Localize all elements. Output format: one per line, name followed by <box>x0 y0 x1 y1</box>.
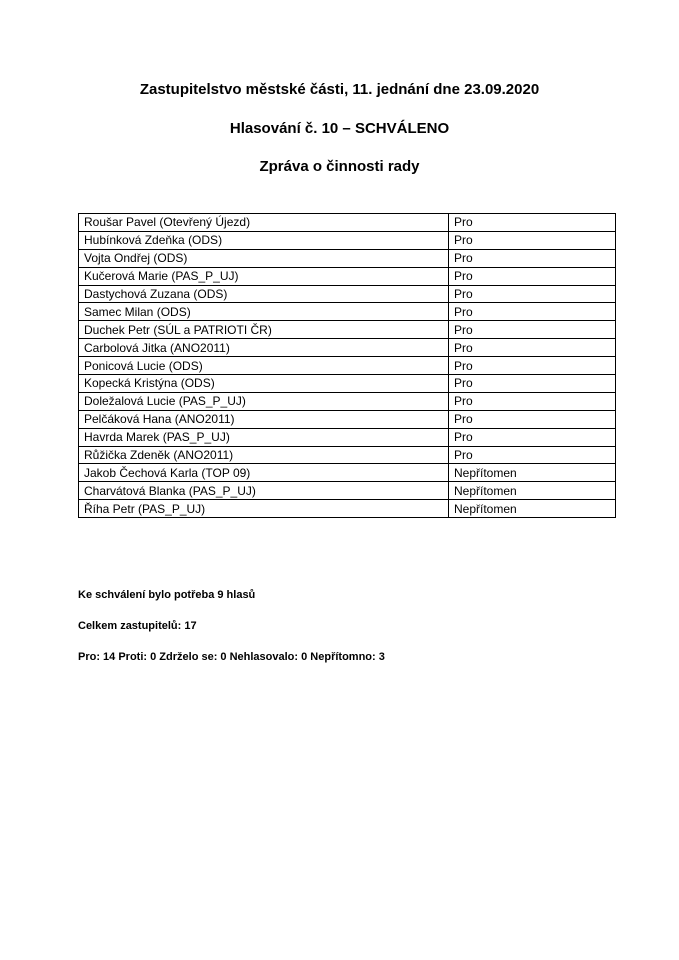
table-row <box>79 410 616 428</box>
member-name-cell: Růžička Zdeněk (ANO2011) <box>79 446 449 464</box>
table-row <box>79 482 616 500</box>
vote-value-cell: Pro <box>449 214 616 232</box>
member-name-cell: Dastychová Zuzana (ODS) <box>79 285 449 303</box>
total-members-note: Celkem zastupitelů: 17 <box>78 620 197 632</box>
vote-table-body <box>79 214 616 518</box>
vote-value-cell: Pro <box>449 357 616 375</box>
member-name-cell: Doležalová Lucie (PAS_P_UJ) <box>79 392 449 410</box>
member-name-cell: Hubínková Zdeňka (ODS) <box>79 231 449 249</box>
vote-value-cell: Pro <box>449 303 616 321</box>
member-name-cell: Roušar Pavel (Otevřený Újezd) <box>79 214 449 232</box>
vote-value-cell: Pro <box>449 249 616 267</box>
table-row <box>79 500 616 518</box>
table-row <box>79 267 616 285</box>
table-row <box>79 249 616 267</box>
member-name-cell: Samec Milan (ODS) <box>79 303 449 321</box>
member-name-cell: Charvátová Blanka (PAS_P_UJ) <box>79 482 449 500</box>
vote-results-note: Pro: 14 Proti: 0 Zdrželo se: 0 Nehlasovalo: 0 Nepřítomno: 3 <box>78 651 385 663</box>
member-name-cell: Vojta Ondřej (ODS) <box>79 249 449 267</box>
vote-result-heading: Hlasování č. 10 – SCHVÁLENO <box>229 120 450 137</box>
table-row <box>79 285 616 303</box>
document-title: Zastupitelstvo městské části, 11. jednání dne 23.09.2020 <box>139 81 540 98</box>
vote-value-cell: Nepřítomen <box>449 482 616 500</box>
vote-value-cell: Pro <box>449 321 616 339</box>
member-name-cell: Duchek Petr (SÚL a PATRIOTI ČR) <box>79 321 449 339</box>
table-row <box>79 357 616 375</box>
vote-table <box>78 213 616 518</box>
vote-value-cell: Pro <box>449 375 616 393</box>
table-row <box>79 321 616 339</box>
vote-value-cell: Pro <box>449 267 616 285</box>
member-name-cell: Říha Petr (PAS_P_UJ) <box>79 500 449 518</box>
vote-value-cell: Pro <box>449 231 616 249</box>
member-name-cell: Ponicová Lucie (ODS) <box>79 357 449 375</box>
table-row <box>79 214 616 232</box>
member-name-cell: Carbolová Jitka (ANO2011) <box>79 339 449 357</box>
vote-summary <box>78 589 385 682</box>
member-name-cell: Kučerová Marie (PAS_P_UJ) <box>79 267 449 285</box>
vote-value-cell: Pro <box>449 392 616 410</box>
vote-value-cell: Pro <box>449 339 616 357</box>
vote-topic-heading: Zpráva o činnosti rady <box>259 158 420 175</box>
table-row <box>79 428 616 446</box>
member-name-cell: Havrda Marek (PAS_P_UJ) <box>79 428 449 446</box>
table-row <box>79 375 616 393</box>
member-name-cell: Jakob Čechová Karla (TOP 09) <box>79 464 449 482</box>
vote-value-cell: Nepřítomen <box>449 500 616 518</box>
vote-value-cell: Nepřítomen <box>449 464 616 482</box>
member-name-cell: Kopecká Kristýna (ODS) <box>79 375 449 393</box>
table-row <box>79 231 616 249</box>
table-row <box>79 446 616 464</box>
table-row <box>79 464 616 482</box>
vote-value-cell: Pro <box>449 285 616 303</box>
table-row <box>79 303 616 321</box>
vote-value-cell: Pro <box>449 428 616 446</box>
quorum-note: Ke schválení bylo potřeba 9 hlasů <box>78 589 256 601</box>
table-row <box>79 392 616 410</box>
vote-value-cell: Pro <box>449 410 616 428</box>
member-name-cell: Pelčáková Hana (ANO2011) <box>79 410 449 428</box>
vote-value-cell: Pro <box>449 446 616 464</box>
table-row <box>79 339 616 357</box>
